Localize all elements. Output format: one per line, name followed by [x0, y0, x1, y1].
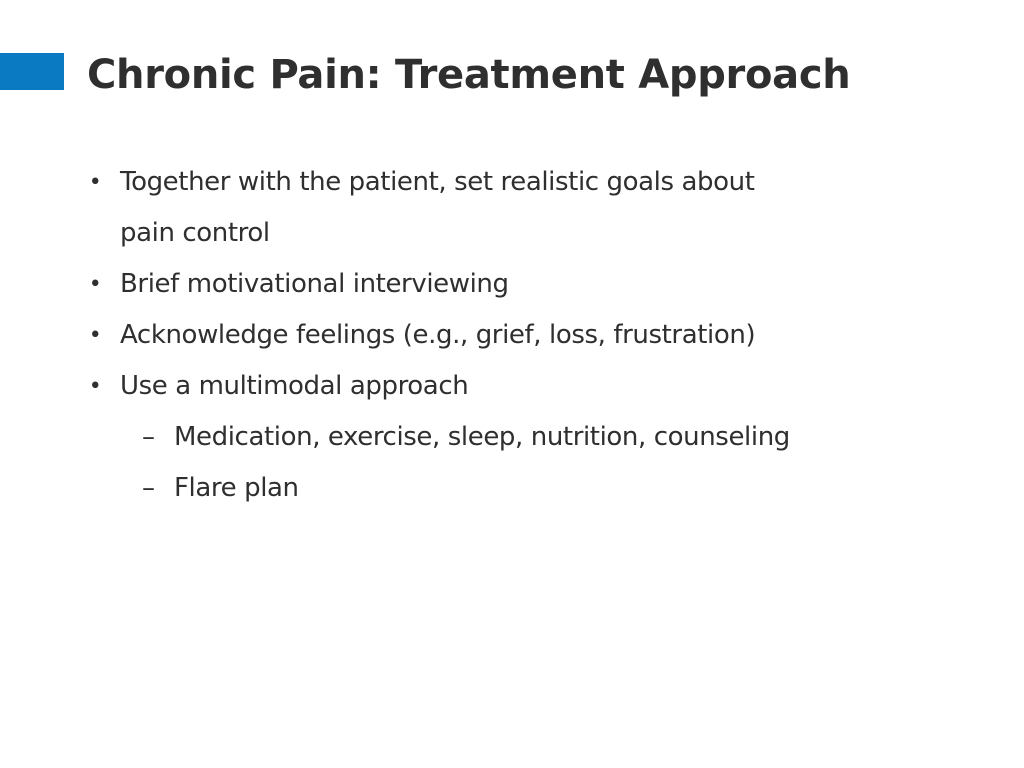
sub-bullet-text: Medication, exercise, sleep, nutrition, counseling: [174, 422, 790, 452]
bullet-text: Brief motivational interviewing: [120, 269, 509, 299]
bullet-text: Together with the patient, set realistic goals about pain control: [120, 167, 755, 248]
sub-bullet-text: Flare plan: [174, 473, 299, 503]
sub-bullet-item: [87, 412, 987, 463]
bullet-text: Acknowledge feelings (e.g., grief, loss, frustration): [120, 320, 756, 350]
bullet-text: Use a multimodal approach: [120, 371, 469, 401]
bullet-marker-icon: •: [88, 272, 102, 297]
bullet-item: [87, 310, 987, 361]
slide-title: Chronic Pain: Treatment Approach: [87, 52, 851, 98]
bullet-item: [87, 361, 987, 514]
bullet-marker-icon: •: [88, 374, 102, 399]
bullet-marker-icon: •: [88, 170, 102, 195]
sub-bullet-item: [87, 463, 987, 514]
dash-marker-icon: –: [142, 422, 155, 452]
dash-marker-icon: –: [142, 473, 155, 503]
title-accent-bar: [0, 53, 64, 90]
bullet-item: [87, 157, 987, 259]
bullet-item: [87, 259, 987, 310]
sub-bullet-list: [120, 412, 987, 514]
bullet-marker-icon: •: [88, 323, 102, 348]
bullet-list: [87, 157, 987, 514]
